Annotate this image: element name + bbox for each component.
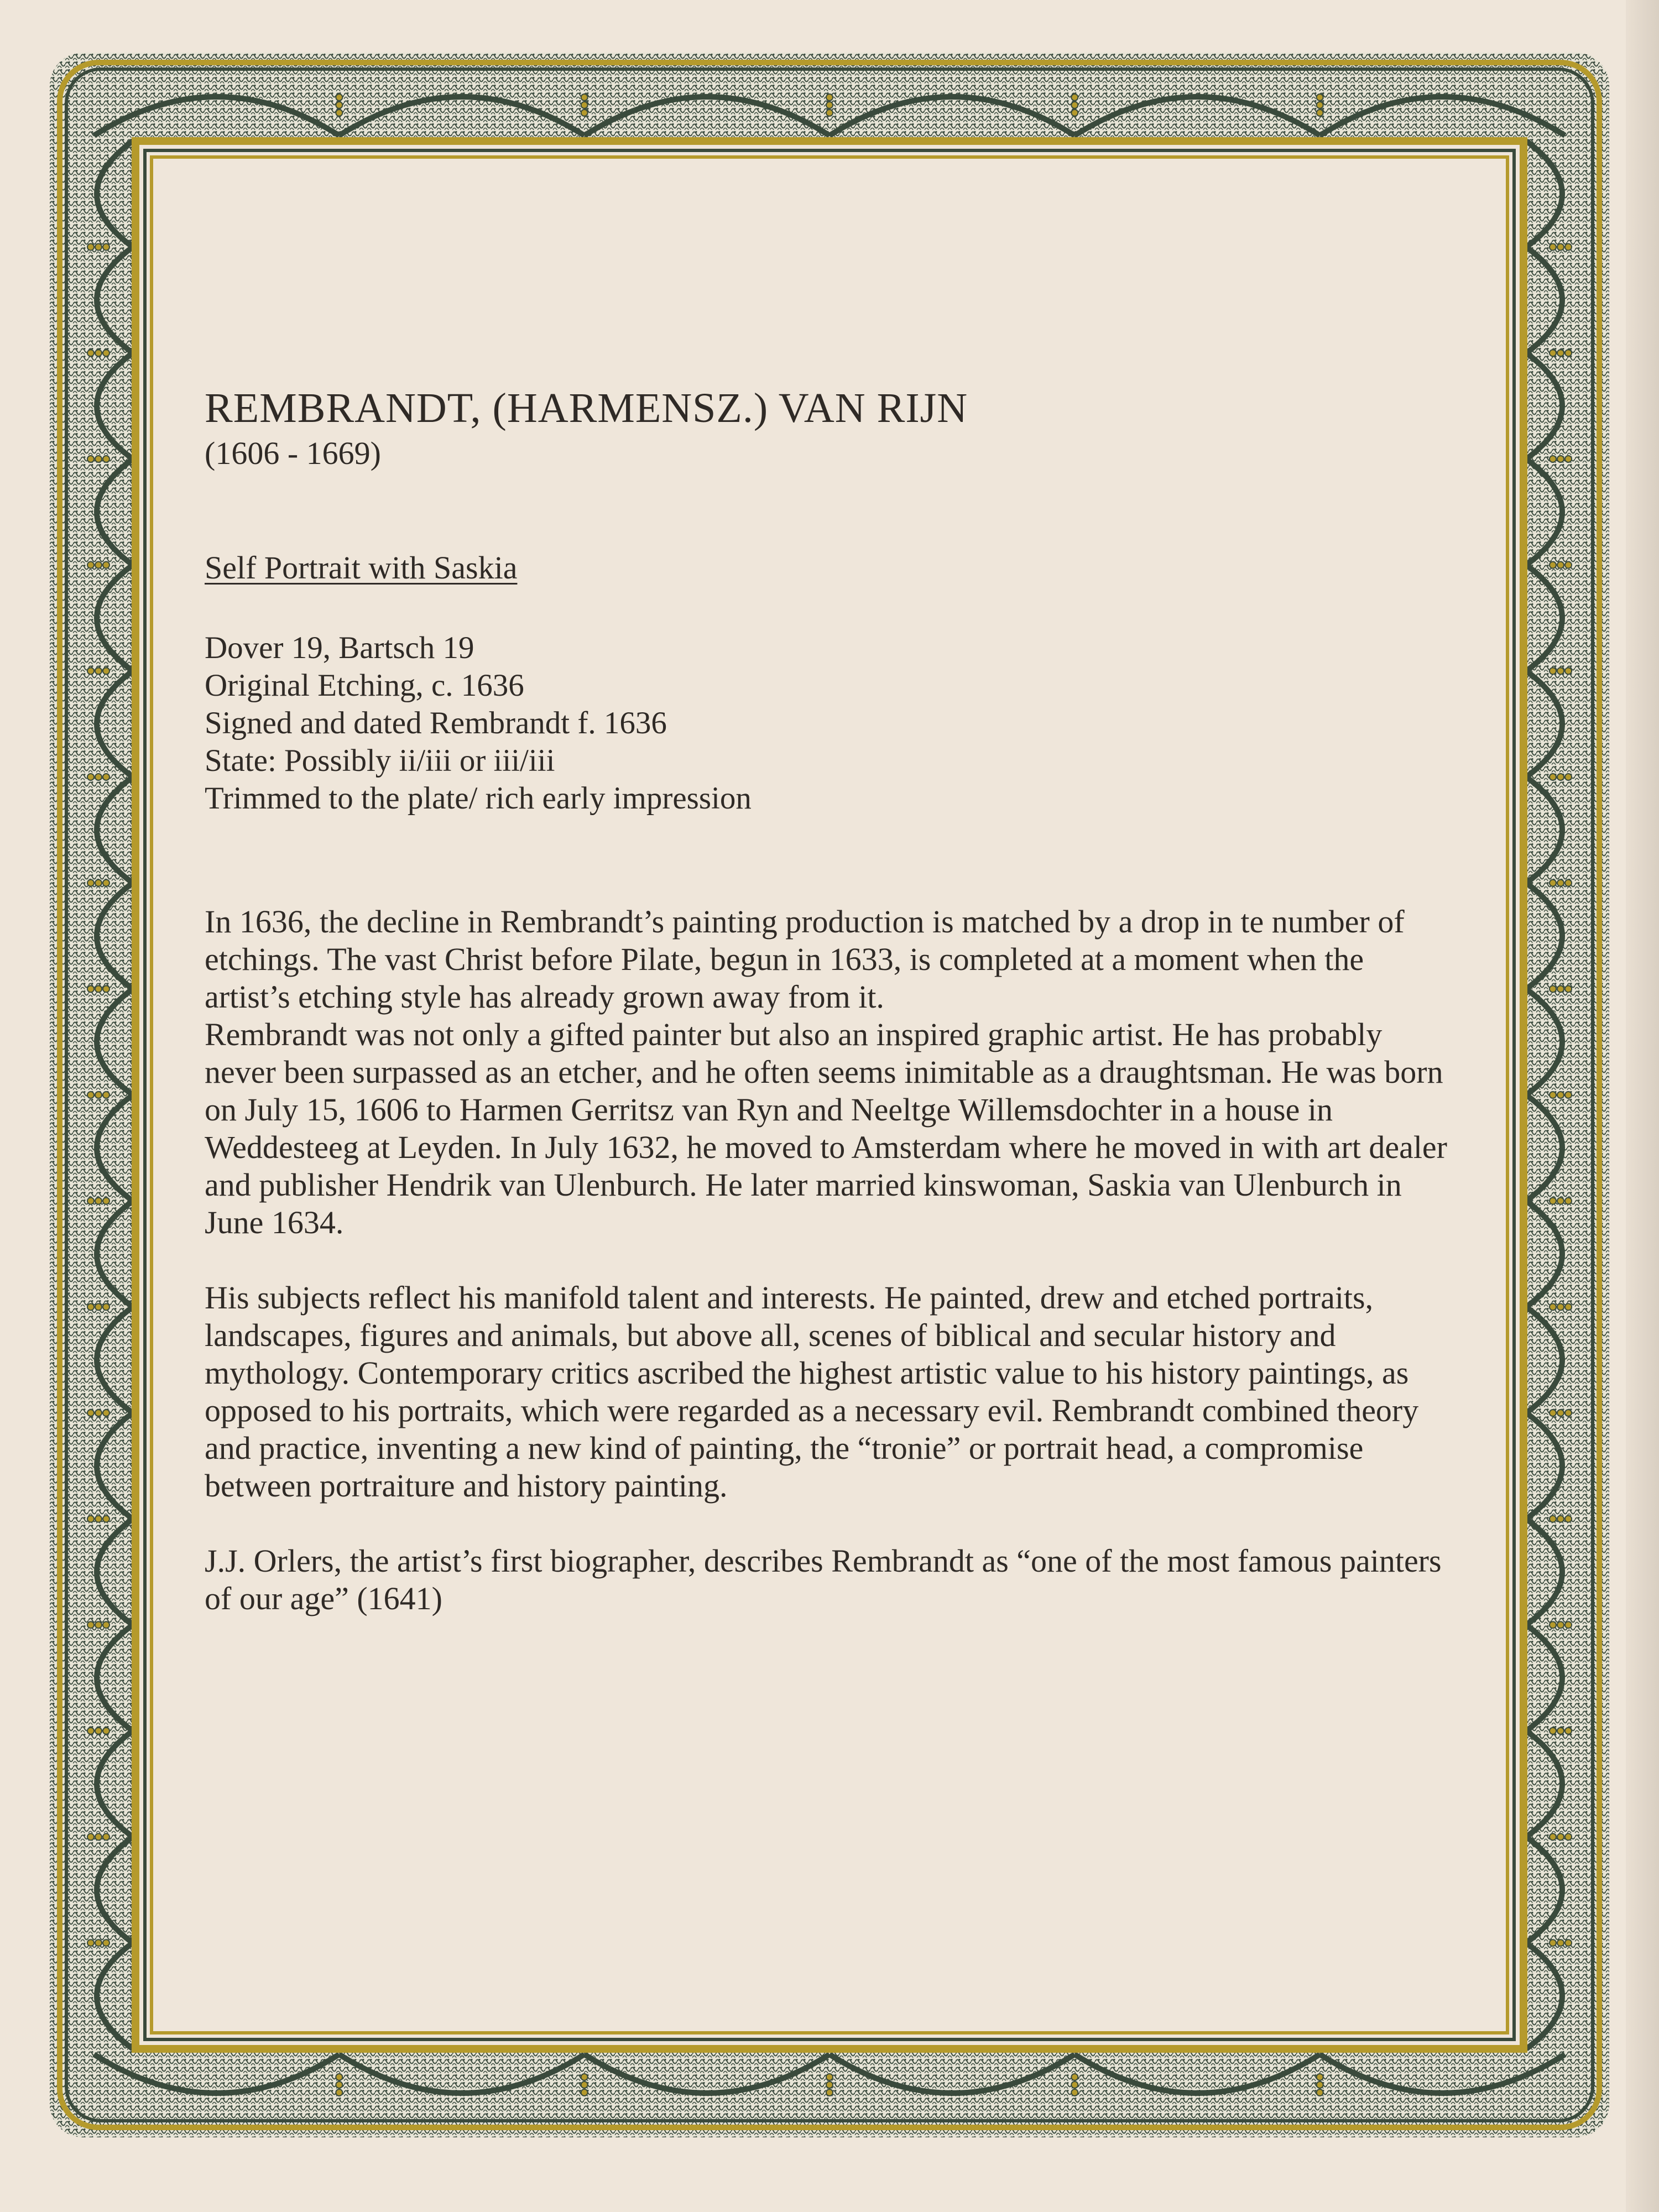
artist-dates: (1606 - 1669) <box>205 435 381 471</box>
spec-condition: Trimmed to the plate/ rich early impression <box>205 781 752 816</box>
spec-signature: Signed and dated Rembrandt f. 1636 <box>205 706 667 740</box>
spec-state: State: Possibly ii/iii or iii/iii <box>205 743 555 778</box>
paragraph-subjects: His subjects reflect his manifold talent and interests. He painted, drew and etched portraits, landscapes, figures and animals, but above all, scenes of biblical and secular history and mythology. Contemporary critics ascribed the highest artistic value to his history paintings, as opposed to his portraits, which were regarded as a necessary evil. Rembrandt combined theory and practice, inventing a new kind of painting, the “tronie” or portrait head, a compromise between portraiture and history painting. <box>205 1280 1419 1504</box>
paragraph-etchings: In 1636, the decline in Rembrandt’s painting production is matched by a drop in te number of etchings. The vast Christ before Pilate, begun in 1633, is completed at a moment when the artist’s etching style has already grown away from it. <box>205 904 1405 1015</box>
spec-catalogue: Dover 19, Bartsch 19 <box>205 630 474 665</box>
paragraph-biography: Rembrandt was not only a gifted painter but also an inspired graphic artist. He has probably never been surpassed as an etcher, and he often seems inimitable as a draughtsman. He was born on July 15, 1606 to Harmen Gerritsz van Ryn and Neeltge Willemsdochter in a house in Weddesteeg at Leyden. In July 1632, he moved to Amsterdam where he moved in with art dealer and publisher Hendrik van Ulenburch. He later married kinswoman, Saskia van Ulenburch in June 1634. <box>205 1016 1447 1240</box>
photo-background-edge <box>1626 0 1659 2212</box>
work-specifications <box>205 629 1454 817</box>
artist-name: REMBRANDT, (HARMENSZ.) VAN RIJN <box>205 385 968 431</box>
work-title: Self Portrait with Saskia <box>205 550 518 586</box>
paragraph-quote: J.J. Orlers, the artist’s first biographer, describes Rembrandt as “one of the most famous painters of our age” (1641) <box>205 1543 1442 1616</box>
certificate-content <box>205 387 1454 1618</box>
spec-medium: Original Etching, c. 1636 <box>205 668 524 703</box>
